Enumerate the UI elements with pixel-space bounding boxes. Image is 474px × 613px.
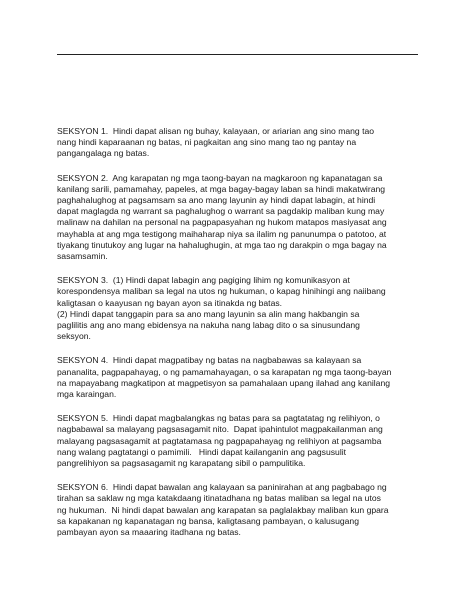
seksyon-1 bbox=[57, 126, 437, 160]
top-rule bbox=[57, 54, 418, 55]
section-paragraph: SEKSYON 5. Hindi dapat magbalangkas ng batas para sa pagtatatag ng relihiyon, o nagbabawal sa malayang pagsasagamit nito. Dapat ipahintulot magpakailanman ang malayang pagsasagamit at pagtatamasa ng pagpapahayag ng relihiyon at pagsamba nang walang pagtatangi o pamimili. Hindi dapat kailanganin ang pagsusulit pangrelihiyon sa pagsasagamit ng karapatang sibil o pampulitika. bbox=[57, 413, 383, 469]
seksyon-4 bbox=[57, 355, 437, 400]
seksyon-3 bbox=[57, 275, 437, 342]
seksyon-2 bbox=[57, 173, 437, 263]
seksyon-5 bbox=[57, 413, 437, 469]
section-paragraph: SEKSYON 2. Ang karapatan ng mga taong-bayan na magkaroon ng kapanatagan sa kanilang sarili, pamamahay, papeles, at mga bagay-bagay laban sa hindi makatwirang paghahalughog at pagsamsam sa ano mang layunin ay hindi dapat labagin, at hindi dapat maglagda ng warrant sa paghalughog o warrant sa pagdakip maliban kung may malinaw na dahilan na personal na pagpapasyahan ng hukom matapos masiyasat ang mayhabla at ang mga testigong maihaharap niya sa ilalim ng panunumpa o patotoo, at tiyakang tinutukoy ang lugar na hahalughugin, at mga tao ng darakpin o mga bagay na sasamsamin. bbox=[57, 172, 387, 262]
section-paragraph: SEKSYON 3. (1) Hindi dapat labagin ang pagiging lihim ng komunikasyon at korespondensya maliban sa legal na utos ng hukuman, o kapag hinihingi ang naiibang kaligtasan o kaayusan ng bayan ayon sa itinakda ng batas. bbox=[57, 275, 386, 308]
section-subparagraph: (2) Hindi dapat tanggapin para sa ano mang layunin sa alin mang hakbangin sa paglilitis ang ano mang ebidensya na nakuha nang labag dito o sa sinusundang seksyon. bbox=[57, 308, 360, 342]
section-paragraph: SEKSYON 6. Hindi dapat bawalan ang kalayaan sa paninirahan at ang pagbabago ng tirahan sa saklaw ng mga katakdaang itinatadhana ng batas maliban sa legal na utos ng hukuman. Ni hindi dapat bawalan ang karapatan sa paglalakbay maliban kun gpara sa kapakanan ng kapanatagan ng bansa, kaligtasang pambayan, o kalusugang pambayan ayon sa maaaring itadhana ng batas. bbox=[57, 482, 389, 538]
section-paragraph: SEKSYON 4. Hindi dapat magpatibay ng batas na nagbabawas sa kalayaan sa pananalita, pagpapahayag, o ng pamamahayagan, o sa karapatan ng mga taong-bayan na mapayabang magkatipon at magpetisyon sa pamahalaan upang ilahad ang kanilang mga karaingan. bbox=[57, 355, 392, 400]
seksyon-6 bbox=[57, 482, 437, 538]
section-paragraph: SEKSYON 1. Hindi dapat alisan ng buhay, kalayaan, or ariarian ang sino mang tao nang hindi kaparaanan ng batas, ni pagkaitan ang sino mang tao ng pantay na pangangalaga ng batas. bbox=[57, 126, 375, 159]
sections-container bbox=[57, 126, 437, 551]
